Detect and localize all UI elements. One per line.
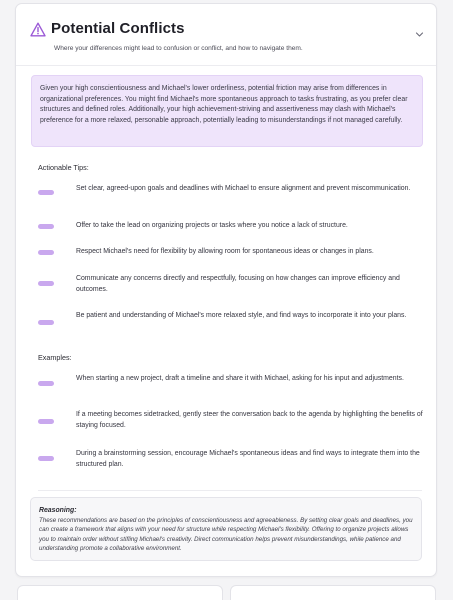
example-text: If a meeting becomes sidetracked, gently steer the conversation back to the agenda by highlighting the benefits of staying focused. [76,411,423,429]
example-item [38,449,428,473]
tip-text: Respect Michael's need for flexibility by allowing room for spontaneous ideas or changes in plans. [76,248,374,255]
reasoning-box [30,497,422,561]
potential-conflicts-card [15,3,437,577]
tip-item [38,311,428,335]
example-text: During a brainstorming session, encourage Michael's spontaneous ideas and find ways to integrate them into the structured plan. [76,450,420,468]
example-text: When starting a new project, draft a timeline and share it with Michael, asking for his input and adjustments. [76,375,404,382]
example-item [38,374,428,398]
example-item [38,410,428,434]
tip-item [38,247,428,271]
chevron-down-icon[interactable] [415,31,424,38]
card-title: Potential Conflicts [51,20,185,37]
tips-label: Actionable Tips: [38,163,89,172]
next-card-left [17,585,223,600]
tip-text: Be patient and understanding of Michael's more relaxed style, and find ways to incorporate it into your plans. [76,312,407,319]
section-divider [38,490,422,491]
reasoning-text: These recommendations are based on the principles of conscientiousness and agreeableness. By setting clear goals and deadlines, you can create a framework that aligns with your need for structure while respecting Michael's flexibility. Offering to organize projects allows you to maintain order without stifling Michael's creativity. Direct communication helps prevent misunderstandings, while patience and understanding promote a collaborative environment. [39,517,413,552]
bullet-marker [38,381,54,386]
bullet-marker [38,250,54,255]
tip-text: Set clear, agreed-upon goals and deadlines with Michael to ensure alignment and prevent miscommunication. [76,185,411,192]
bullet-marker [38,320,54,325]
card-header[interactable] [16,4,436,66]
reasoning-title: Reasoning: [39,507,77,514]
next-card-right [230,585,436,600]
tip-text: Offer to take the lead on organizing projects or tasks where you notice a lack of structure. [76,222,348,229]
tip-item [38,184,428,208]
examples-label: Examples: [38,353,72,362]
tip-text: Communicate any concerns directly and respectfully, focusing on how changes can improve efficiency and outcomes. [76,275,400,293]
card-subtitle: Where your differences might lead to confusion or conflict, and how to navigate them. [54,45,303,52]
bullet-marker [38,224,54,229]
tip-item [38,221,428,245]
conflict-summary: Given your high conscientiousness and Michael's lower orderliness, potential friction may arise from differences in organizational preferences. You might find Michael's more spontaneous approach to tasks frustrating, as you prefer clear structures and defined roles. Additionally, your high achievement-striving and assertiveness may clash with Michael's preference for a more relaxed, personable approach, potentially leading to misunderstandings if not managed carefully. [31,75,423,147]
tip-item [38,274,428,298]
bullet-marker [38,190,54,195]
bullet-marker [38,281,54,286]
bullet-marker [38,456,54,461]
warning-triangle-icon [30,22,46,37]
bullet-marker [38,419,54,424]
